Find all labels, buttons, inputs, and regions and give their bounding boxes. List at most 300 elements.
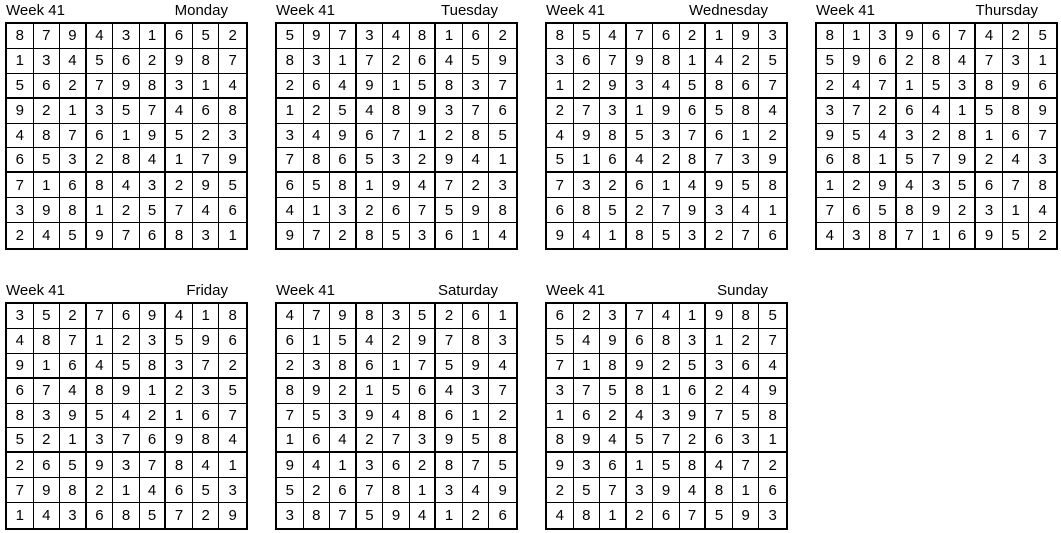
grid-cell: 5 <box>113 354 140 379</box>
grid-cell: 1 <box>7 49 34 74</box>
puzzle-header <box>545 280 790 302</box>
sudoku-grid <box>5 22 248 250</box>
grid-cell: 1 <box>436 24 463 49</box>
grid-cell: 9 <box>463 198 490 223</box>
grid-cell: 8 <box>489 198 516 223</box>
grid-cell: 3 <box>113 453 140 478</box>
grid-cell: 8 <box>410 404 437 429</box>
grid-cell: 4 <box>976 24 1003 49</box>
grid-cell: 7 <box>304 223 331 248</box>
grid-cell: 8 <box>166 223 193 248</box>
grid-cell: 5 <box>653 453 680 478</box>
grid-cell: 1 <box>113 478 140 503</box>
grid-cell: 8 <box>330 173 357 198</box>
grid-cell: 2 <box>463 173 490 198</box>
grid-cell: 4 <box>410 503 437 528</box>
grid-cell: 3 <box>950 74 977 99</box>
day-label: Friday <box>186 282 228 299</box>
grid-cell: 1 <box>844 24 871 49</box>
grid-cell: 6 <box>653 24 680 49</box>
grid-cell: 3 <box>87 428 114 453</box>
grid-cell: 3 <box>574 173 601 198</box>
grid-cell: 8 <box>304 148 331 173</box>
grid-cell: 2 <box>410 148 437 173</box>
grid-cell: 1 <box>304 329 331 354</box>
grid-cell: 6 <box>680 379 707 404</box>
grid-cell: 3 <box>976 198 1003 223</box>
grid-cell: 8 <box>653 329 680 354</box>
grid-cell: 7 <box>166 503 193 528</box>
grid-cell: 3 <box>680 223 707 248</box>
grid-cell: 6 <box>574 49 601 74</box>
grid-cell: 5 <box>897 148 924 173</box>
grid-cell: 6 <box>304 428 331 453</box>
grid-cell: 1 <box>34 173 61 198</box>
grid-cell: 6 <box>498 507 507 525</box>
grid-cell: 8 <box>897 198 924 223</box>
grid-cell: 2 <box>304 99 331 124</box>
grid-cell: 1 <box>1003 198 1030 223</box>
grid-cell: 4 <box>547 124 574 149</box>
grid-cell: 9 <box>436 428 463 453</box>
grid-cell: 9 <box>193 173 220 198</box>
grid-cell: 6 <box>600 148 627 173</box>
grid-cell: 4 <box>680 173 707 198</box>
grid-cell: 7 <box>706 148 733 173</box>
grid-cell: 2 <box>113 329 140 354</box>
grid-cell: 2 <box>193 503 220 528</box>
grid-cell: 9 <box>759 148 786 173</box>
grid-cell: 3 <box>357 453 384 478</box>
grid-cell: 6 <box>193 404 220 429</box>
grid-cell: 4 <box>330 74 357 99</box>
grid-cell: 8 <box>680 148 707 173</box>
grid-cell: 3 <box>680 329 707 354</box>
grid-cell: 2 <box>383 49 410 74</box>
grid-cell: 2 <box>976 148 1003 173</box>
grid-cell: 4 <box>113 404 140 429</box>
grid-cell: 6 <box>113 49 140 74</box>
day-label: Thursday <box>975 2 1038 19</box>
grid-cell: 1 <box>219 453 246 478</box>
grid-cell: 4 <box>759 99 786 124</box>
grid-cell: 6 <box>733 74 760 99</box>
grid-cell: 9 <box>733 503 760 528</box>
grid-cell: 5 <box>34 304 61 329</box>
grid-cell: 2 <box>627 503 654 528</box>
grid-cell: 2 <box>489 404 516 429</box>
grid-cell: 4 <box>436 49 463 74</box>
grid-cell: 2 <box>547 478 574 503</box>
sudoku-puzzle-sunday <box>545 280 790 530</box>
grid-cell: 1 <box>733 478 760 503</box>
grid-cell: 2 <box>87 148 114 173</box>
grid-cell: 4 <box>463 478 490 503</box>
grid-cell: 8 <box>489 428 516 453</box>
grid-cell: 1 <box>759 198 786 223</box>
grid-cell: 9 <box>304 379 331 404</box>
grid-cell: 5 <box>574 24 601 49</box>
grid-cell: 4 <box>844 74 871 99</box>
grid-cell: 6 <box>768 227 777 245</box>
grid-cell: 9 <box>113 74 140 99</box>
grid-cell: 8 <box>113 148 140 173</box>
grid-cell: 9 <box>844 49 871 74</box>
grid-cell: 9 <box>87 453 114 478</box>
grid-cell: 6 <box>7 148 34 173</box>
grid-cell: 1 <box>1029 49 1056 74</box>
grid-cell: 9 <box>60 24 87 49</box>
grid-cell: 3 <box>817 99 844 124</box>
grid-cell: 6 <box>357 124 384 149</box>
grid-cell: 9 <box>330 304 357 329</box>
puzzle-header <box>5 280 250 302</box>
grid-cell: 6 <box>113 304 140 329</box>
grid-cell: 5 <box>383 379 410 404</box>
grid-cell: 6 <box>193 99 220 124</box>
grid-cell: 3 <box>436 478 463 503</box>
grid-cell: 2 <box>219 24 246 49</box>
grid-cell: 4 <box>219 74 246 99</box>
grid-cell: 9 <box>489 49 516 74</box>
week-label: Week 41 <box>276 282 335 299</box>
grid-cell: 1 <box>193 304 220 329</box>
grid-cell: 5 <box>34 148 61 173</box>
grid-cell: 8 <box>436 453 463 478</box>
grid-cell: 9 <box>140 304 167 329</box>
grid-cell: 3 <box>219 478 246 503</box>
grid-cell: 7 <box>7 478 34 503</box>
week-label: Week 41 <box>276 2 335 19</box>
grid-cell: 8 <box>759 404 786 429</box>
grid-cell: 2 <box>34 99 61 124</box>
grid-cell: 2 <box>304 478 331 503</box>
grid-cell: 5 <box>410 304 437 329</box>
grid-cell: 3 <box>1003 49 1030 74</box>
grid-cell: 5 <box>680 74 707 99</box>
grid-cell: 8 <box>140 74 167 99</box>
grid-cell: 9 <box>410 329 437 354</box>
grid-cell: 4 <box>897 173 924 198</box>
grid-cell: 8 <box>627 223 654 248</box>
grid-cell: 3 <box>627 478 654 503</box>
grid-cell: 3 <box>193 223 220 248</box>
grid-cell: 6 <box>219 198 246 223</box>
grid-cell: 1 <box>383 74 410 99</box>
grid-cell: 2 <box>34 428 61 453</box>
grid-cell: 7 <box>34 379 61 404</box>
grid-cell: 9 <box>574 124 601 149</box>
grid-cell: 5 <box>1029 24 1056 49</box>
grid-cell: 1 <box>706 24 733 49</box>
grid-cell: 6 <box>60 354 87 379</box>
puzzle-header <box>815 0 1060 22</box>
grid-cell: 3 <box>574 453 601 478</box>
grid-cell: 2 <box>166 173 193 198</box>
grid-cell: 1 <box>706 329 733 354</box>
grid-cell: 7 <box>410 198 437 223</box>
grid-cell: 8 <box>653 49 680 74</box>
grid-cell: 9 <box>897 24 924 49</box>
grid-cell: 9 <box>653 99 680 124</box>
grid-cell: 9 <box>383 503 410 528</box>
grid-cell: 1 <box>680 49 707 74</box>
grid-cell: 8 <box>34 329 61 354</box>
grid-cell: 2 <box>600 173 627 198</box>
grid-cell: 1 <box>60 99 87 124</box>
grid-cell: 5 <box>844 124 871 149</box>
grid-cell: 7 <box>383 428 410 453</box>
grid-cell: 4 <box>277 198 304 223</box>
grid-cell: 9 <box>34 198 61 223</box>
grid-cell: 5 <box>733 173 760 198</box>
grid-cell: 6 <box>706 428 733 453</box>
grid-cell: 5 <box>140 198 167 223</box>
grid-cell: 6 <box>1029 74 1056 99</box>
grid-cell: 5 <box>60 453 87 478</box>
grid-cell: 4 <box>304 124 331 149</box>
grid-cell: 8 <box>304 503 331 528</box>
grid-cell: 9 <box>87 223 114 248</box>
grid-cell: 9 <box>277 223 304 248</box>
grid-cell: 8 <box>60 198 87 223</box>
grid-cell: 3 <box>60 503 87 528</box>
grid-cell: 6 <box>976 173 1003 198</box>
grid-cell: 2 <box>489 24 516 49</box>
grid-cell: 3 <box>653 124 680 149</box>
grid-cell: 8 <box>463 124 490 149</box>
grid-cell: 4 <box>140 148 167 173</box>
grid-cell: 8 <box>923 49 950 74</box>
grid-cell: 8 <box>600 354 627 379</box>
grid-cell: 9 <box>600 74 627 99</box>
grid-cell: 7 <box>330 24 357 49</box>
grid-cell: 4 <box>34 503 61 528</box>
grid-cell: 9 <box>759 379 786 404</box>
grid-cell: 1 <box>87 198 114 223</box>
grid-cell: 5 <box>7 428 34 453</box>
grid-cell: 4 <box>706 49 733 74</box>
grid-cell: 5 <box>166 329 193 354</box>
grid-cell: 3 <box>768 507 777 525</box>
grid-cell: 3 <box>277 124 304 149</box>
grid-cell: 7 <box>547 354 574 379</box>
grid-cell: 7 <box>1029 124 1056 149</box>
sudoku-puzzle-saturday <box>275 280 520 530</box>
grid-cell: 4 <box>193 453 220 478</box>
grid-cell: 9 <box>733 24 760 49</box>
grid-cell: 7 <box>60 329 87 354</box>
grid-cell: 3 <box>870 24 897 49</box>
grid-cell: 3 <box>34 49 61 74</box>
grid-cell: 1 <box>817 173 844 198</box>
grid-cell: 6 <box>140 428 167 453</box>
grid-cell: 4 <box>600 428 627 453</box>
grid-cell: 4 <box>357 99 384 124</box>
grid-cell: 2 <box>653 354 680 379</box>
grid-cell: 1 <box>897 74 924 99</box>
grid-cell: 4 <box>87 24 114 49</box>
grid-cell: 2 <box>166 379 193 404</box>
grid-cell: 4 <box>680 478 707 503</box>
grid-cell: 6 <box>680 99 707 124</box>
grid-cell: 2 <box>817 74 844 99</box>
grid-cell: 5 <box>60 223 87 248</box>
grid-cell: 5 <box>976 99 1003 124</box>
grid-cell: 9 <box>60 404 87 429</box>
grid-cell: 1 <box>166 404 193 429</box>
grid-cell: 5 <box>166 124 193 149</box>
grid-cell: 5 <box>330 329 357 354</box>
grid-cell: 2 <box>140 404 167 429</box>
grid-cell: 5 <box>330 99 357 124</box>
grid-cell: 5 <box>706 503 733 528</box>
sudoku-grid <box>5 302 248 530</box>
grid-cell: 7 <box>140 453 167 478</box>
grid-cell: 8 <box>383 99 410 124</box>
grid-cell: 3 <box>759 24 786 49</box>
grid-cell: 8 <box>87 173 114 198</box>
week-label: Week 41 <box>816 2 875 19</box>
grid-cell: 2 <box>277 354 304 379</box>
grid-cell: 8 <box>547 24 574 49</box>
grid-cell: 1 <box>733 124 760 149</box>
grid-cell: 4 <box>60 379 87 404</box>
grid-cell: 2 <box>844 173 871 198</box>
grid-cell: 7 <box>87 304 114 329</box>
grid-cell: 7 <box>733 453 760 478</box>
sudoku-puzzle-tuesday <box>275 0 520 250</box>
grid-cell: 5 <box>680 354 707 379</box>
grid-cell: 6 <box>60 173 87 198</box>
grid-cell: 8 <box>219 99 246 124</box>
grid-cell: 6 <box>357 354 384 379</box>
grid-cell: 2 <box>357 198 384 223</box>
grid-cell: 3 <box>547 379 574 404</box>
grid-cell: 5 <box>219 173 246 198</box>
grid-cell: 3 <box>60 148 87 173</box>
grid-cell: 4 <box>193 198 220 223</box>
grid-cell: 6 <box>950 223 977 248</box>
grid-cell: 4 <box>140 478 167 503</box>
grid-cell: 9 <box>357 404 384 429</box>
week-label: Week 41 <box>546 2 605 19</box>
grid-cell: 4 <box>219 428 246 453</box>
puzzle-header <box>5 0 250 22</box>
grid-cell: 1 <box>600 223 627 248</box>
grid-cell: 7 <box>489 74 516 99</box>
grid-cell: 5 <box>7 74 34 99</box>
grid-cell: 3 <box>193 379 220 404</box>
grid-cell: 4 <box>574 329 601 354</box>
grid-cell: 2 <box>653 148 680 173</box>
grid-cell: 7 <box>410 354 437 379</box>
grid-cell: 1 <box>7 503 34 528</box>
day-label: Tuesday <box>441 2 498 19</box>
grid-cell: 6 <box>547 198 574 223</box>
grid-cell: 2 <box>140 49 167 74</box>
grid-cell: 9 <box>193 329 220 354</box>
week-label: Week 41 <box>546 282 605 299</box>
grid-cell: 3 <box>330 198 357 223</box>
grid-cell: 2 <box>627 198 654 223</box>
grid-cell: 1 <box>923 223 950 248</box>
grid-cell: 8 <box>574 198 601 223</box>
grid-cell: 2 <box>680 24 707 49</box>
grid-cell: 9 <box>436 148 463 173</box>
grid-cell: 7 <box>653 428 680 453</box>
grid-cell: 6 <box>34 74 61 99</box>
grid-cell: 5 <box>140 503 167 528</box>
grid-cell: 1 <box>976 124 1003 149</box>
grid-cell: 2 <box>436 124 463 149</box>
grid-cell: 2 <box>330 379 357 404</box>
grid-cell: 1 <box>60 428 87 453</box>
grid-cell: 1 <box>277 428 304 453</box>
grid-cell: 7 <box>844 99 871 124</box>
grid-cell: 2 <box>7 453 34 478</box>
grid-cell: 4 <box>113 173 140 198</box>
grid-cell: 3 <box>463 379 490 404</box>
grid-cell: 8 <box>870 223 897 248</box>
grid-cell: 4 <box>463 148 490 173</box>
grid-cell: 8 <box>357 304 384 329</box>
grid-cell: 1 <box>304 198 331 223</box>
grid-cell: 8 <box>60 478 87 503</box>
grid-cell: 9 <box>219 148 246 173</box>
grid-cell: 1 <box>113 124 140 149</box>
grid-cell: 3 <box>733 148 760 173</box>
grid-cell: 5 <box>627 124 654 149</box>
grid-cell: 1 <box>600 503 627 528</box>
grid-cell: 7 <box>870 74 897 99</box>
grid-cell: 6 <box>87 124 114 149</box>
grid-cell: 3 <box>600 99 627 124</box>
grid-cell: 9 <box>410 99 437 124</box>
grid-cell: 4 <box>60 49 87 74</box>
grid-cell: 9 <box>140 124 167 149</box>
grid-cell: 1 <box>547 74 574 99</box>
grid-cell: 4 <box>627 148 654 173</box>
grid-cell: 7 <box>7 173 34 198</box>
grid-cell: 4 <box>304 453 331 478</box>
grid-cell: 7 <box>706 404 733 429</box>
grid-cell: 8 <box>166 453 193 478</box>
grid-cell: 6 <box>410 49 437 74</box>
grid-cell: 4 <box>733 198 760 223</box>
grid-cell: 3 <box>304 354 331 379</box>
grid-cell: 5 <box>304 404 331 429</box>
grid-cell: 1 <box>870 148 897 173</box>
grid-cell: 8 <box>976 74 1003 99</box>
grid-cell: 7 <box>574 99 601 124</box>
grid-cell: 6 <box>166 24 193 49</box>
grid-cell: 7 <box>219 404 246 429</box>
grid-cell: 9 <box>113 379 140 404</box>
grid-cell: 1 <box>140 24 167 49</box>
grid-cell: 5 <box>113 99 140 124</box>
grid-cell: 5 <box>410 74 437 99</box>
sudoku-grid <box>815 22 1058 250</box>
grid-cell: 2 <box>357 428 384 453</box>
grid-cell: 4 <box>383 24 410 49</box>
grid-cell: 4 <box>653 304 680 329</box>
grid-cell: 3 <box>923 173 950 198</box>
day-label: Monday <box>174 2 228 19</box>
grid-cell: 1 <box>410 478 437 503</box>
grid-cell: 5 <box>574 478 601 503</box>
grid-cell: 4 <box>166 99 193 124</box>
